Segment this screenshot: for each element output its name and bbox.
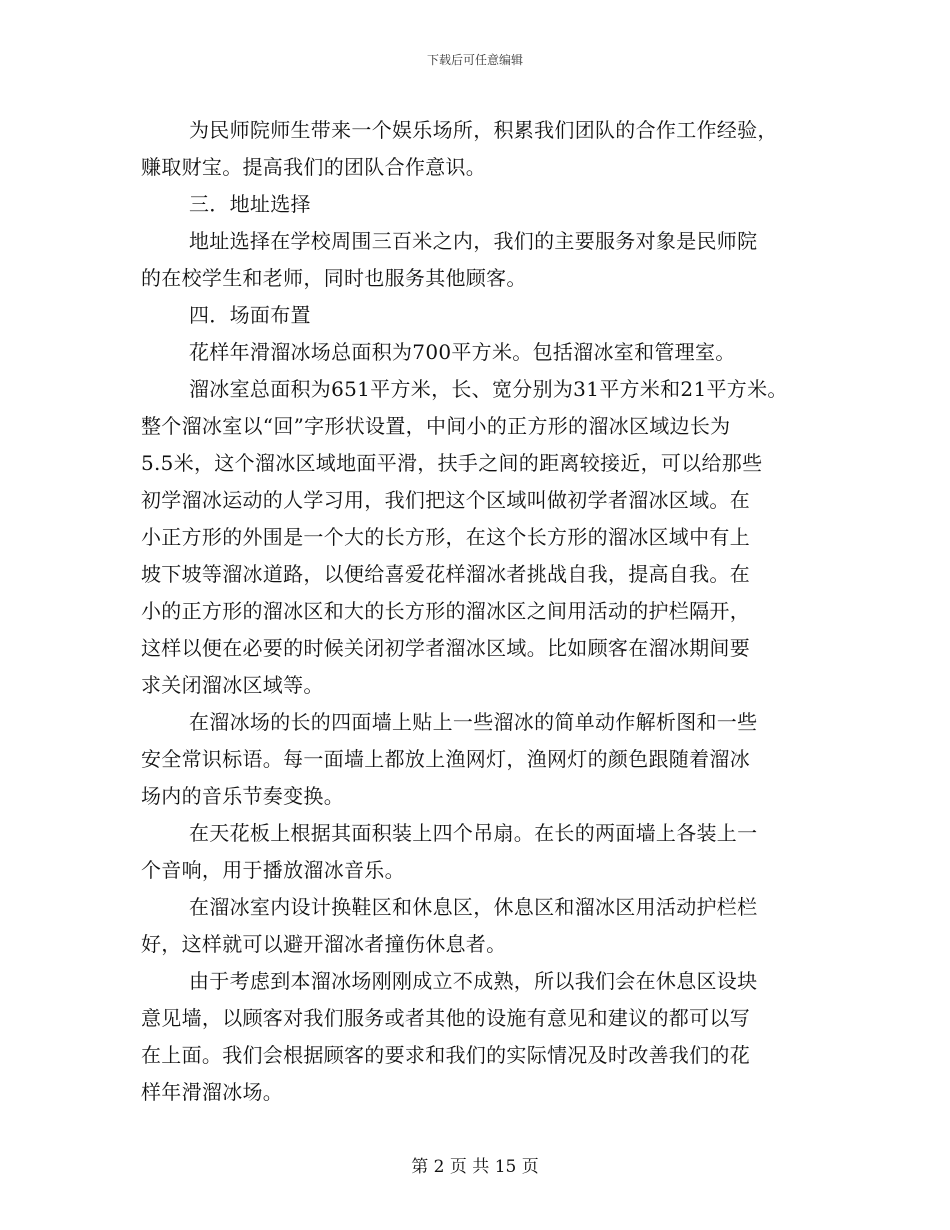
paragraph-line: 在上面。我们会根据顾客的要求和我们的实际情况及时改善我们的花 [141, 1043, 750, 1067]
paragraph-line: 地址选择在学校周围三百米之内，我们的主要服务对象是民师院 [189, 229, 758, 253]
paragraph-line: 个音响，用于播放溜冰音乐。 [141, 858, 405, 882]
document-body [141, 112, 821, 1111]
paragraph-line: 意见墙，以顾客对我们服务或者其他的设施有意见和建议的都可以写 [141, 1006, 750, 1030]
paragraph-line: 场内的音乐节奏变换。 [141, 784, 344, 808]
paragraph-line: 坡下坡等溜冰道路，以便给喜爱花样溜冰者挑战自我，提高自我。在 [141, 562, 750, 586]
paragraph-line: 这样以便在必要的时候关闭初学者溜冰区域。比如顾客在溜冰期间要 [141, 636, 750, 660]
paragraph-line: 整个溜冰室以“回”字形状设置，中间小的正方形的溜冰区域边长为 [141, 414, 731, 438]
paragraph-line: 在溜冰室内设计换鞋区和休息区，休息区和溜冰区用活动护栏栏 [189, 895, 758, 919]
paragraph-line: 求关闭溜冰区域等。 [141, 673, 324, 697]
paragraph-line: 在天花板上根据其面积装上四个吊扇。在长的两面墙上各装上一 [189, 821, 758, 845]
paragraph-line: 小正方形的外围是一个大的长方形，在这个长方形的溜冰区域中有上 [141, 525, 750, 549]
section-heading: 三．地址选择 [189, 192, 311, 216]
paragraph-line: 赚取财宝。提高我们的团队合作意识。 [141, 155, 487, 179]
paragraph-line: 的在校学生和老师，同时也服务其他顾客。 [141, 266, 527, 290]
paragraph-line: 为民师院师生带来一个娱乐场所，积累我们团队的合作工作经验， [189, 118, 778, 142]
page-header-note: 下载后可任意编辑 [426, 53, 523, 67]
paragraph-line: 溜冰室总面积为651平方米，长、宽分别为31平方米和21平方米。 [189, 377, 788, 401]
paragraph-line: 好，这样就可以避开溜冰者撞伤休息者。 [141, 932, 507, 956]
section-heading: 四．场面布置 [189, 303, 311, 327]
paragraph-line: 小的正方形的溜冰区和大的长方形的溜冰区之间用活动的护栏隔开， [141, 599, 750, 623]
paragraph-line: 初学溜冰运动的人学习用，我们把这个区域叫做初学者溜冰区域。在 [141, 488, 750, 512]
paragraph-line: 安全常识标语。每一面墙上都放上渔网灯，渔网灯的颜色跟随着溜冰 [141, 747, 750, 771]
page-number: 第 2 页 共 15 页 [411, 1157, 539, 1177]
paragraph-line: 样年滑溜冰场。 [141, 1080, 284, 1104]
paragraph-line: 由于考虑到本溜冰场刚刚成立不成熟，所以我们会在休息区设块 [189, 969, 758, 993]
paragraph-line: 5.5米，这个溜冰区域地面平滑，扶手之间的距离较接近，可以给那些 [141, 451, 763, 475]
paragraph-line: 在溜冰场的长的四面墙上贴上一些溜冰的简单动作解析图和一些 [189, 710, 758, 734]
paragraph-line: 花样年滑溜冰场总面积为700平方米。包括溜冰室和管理室。 [189, 340, 736, 364]
